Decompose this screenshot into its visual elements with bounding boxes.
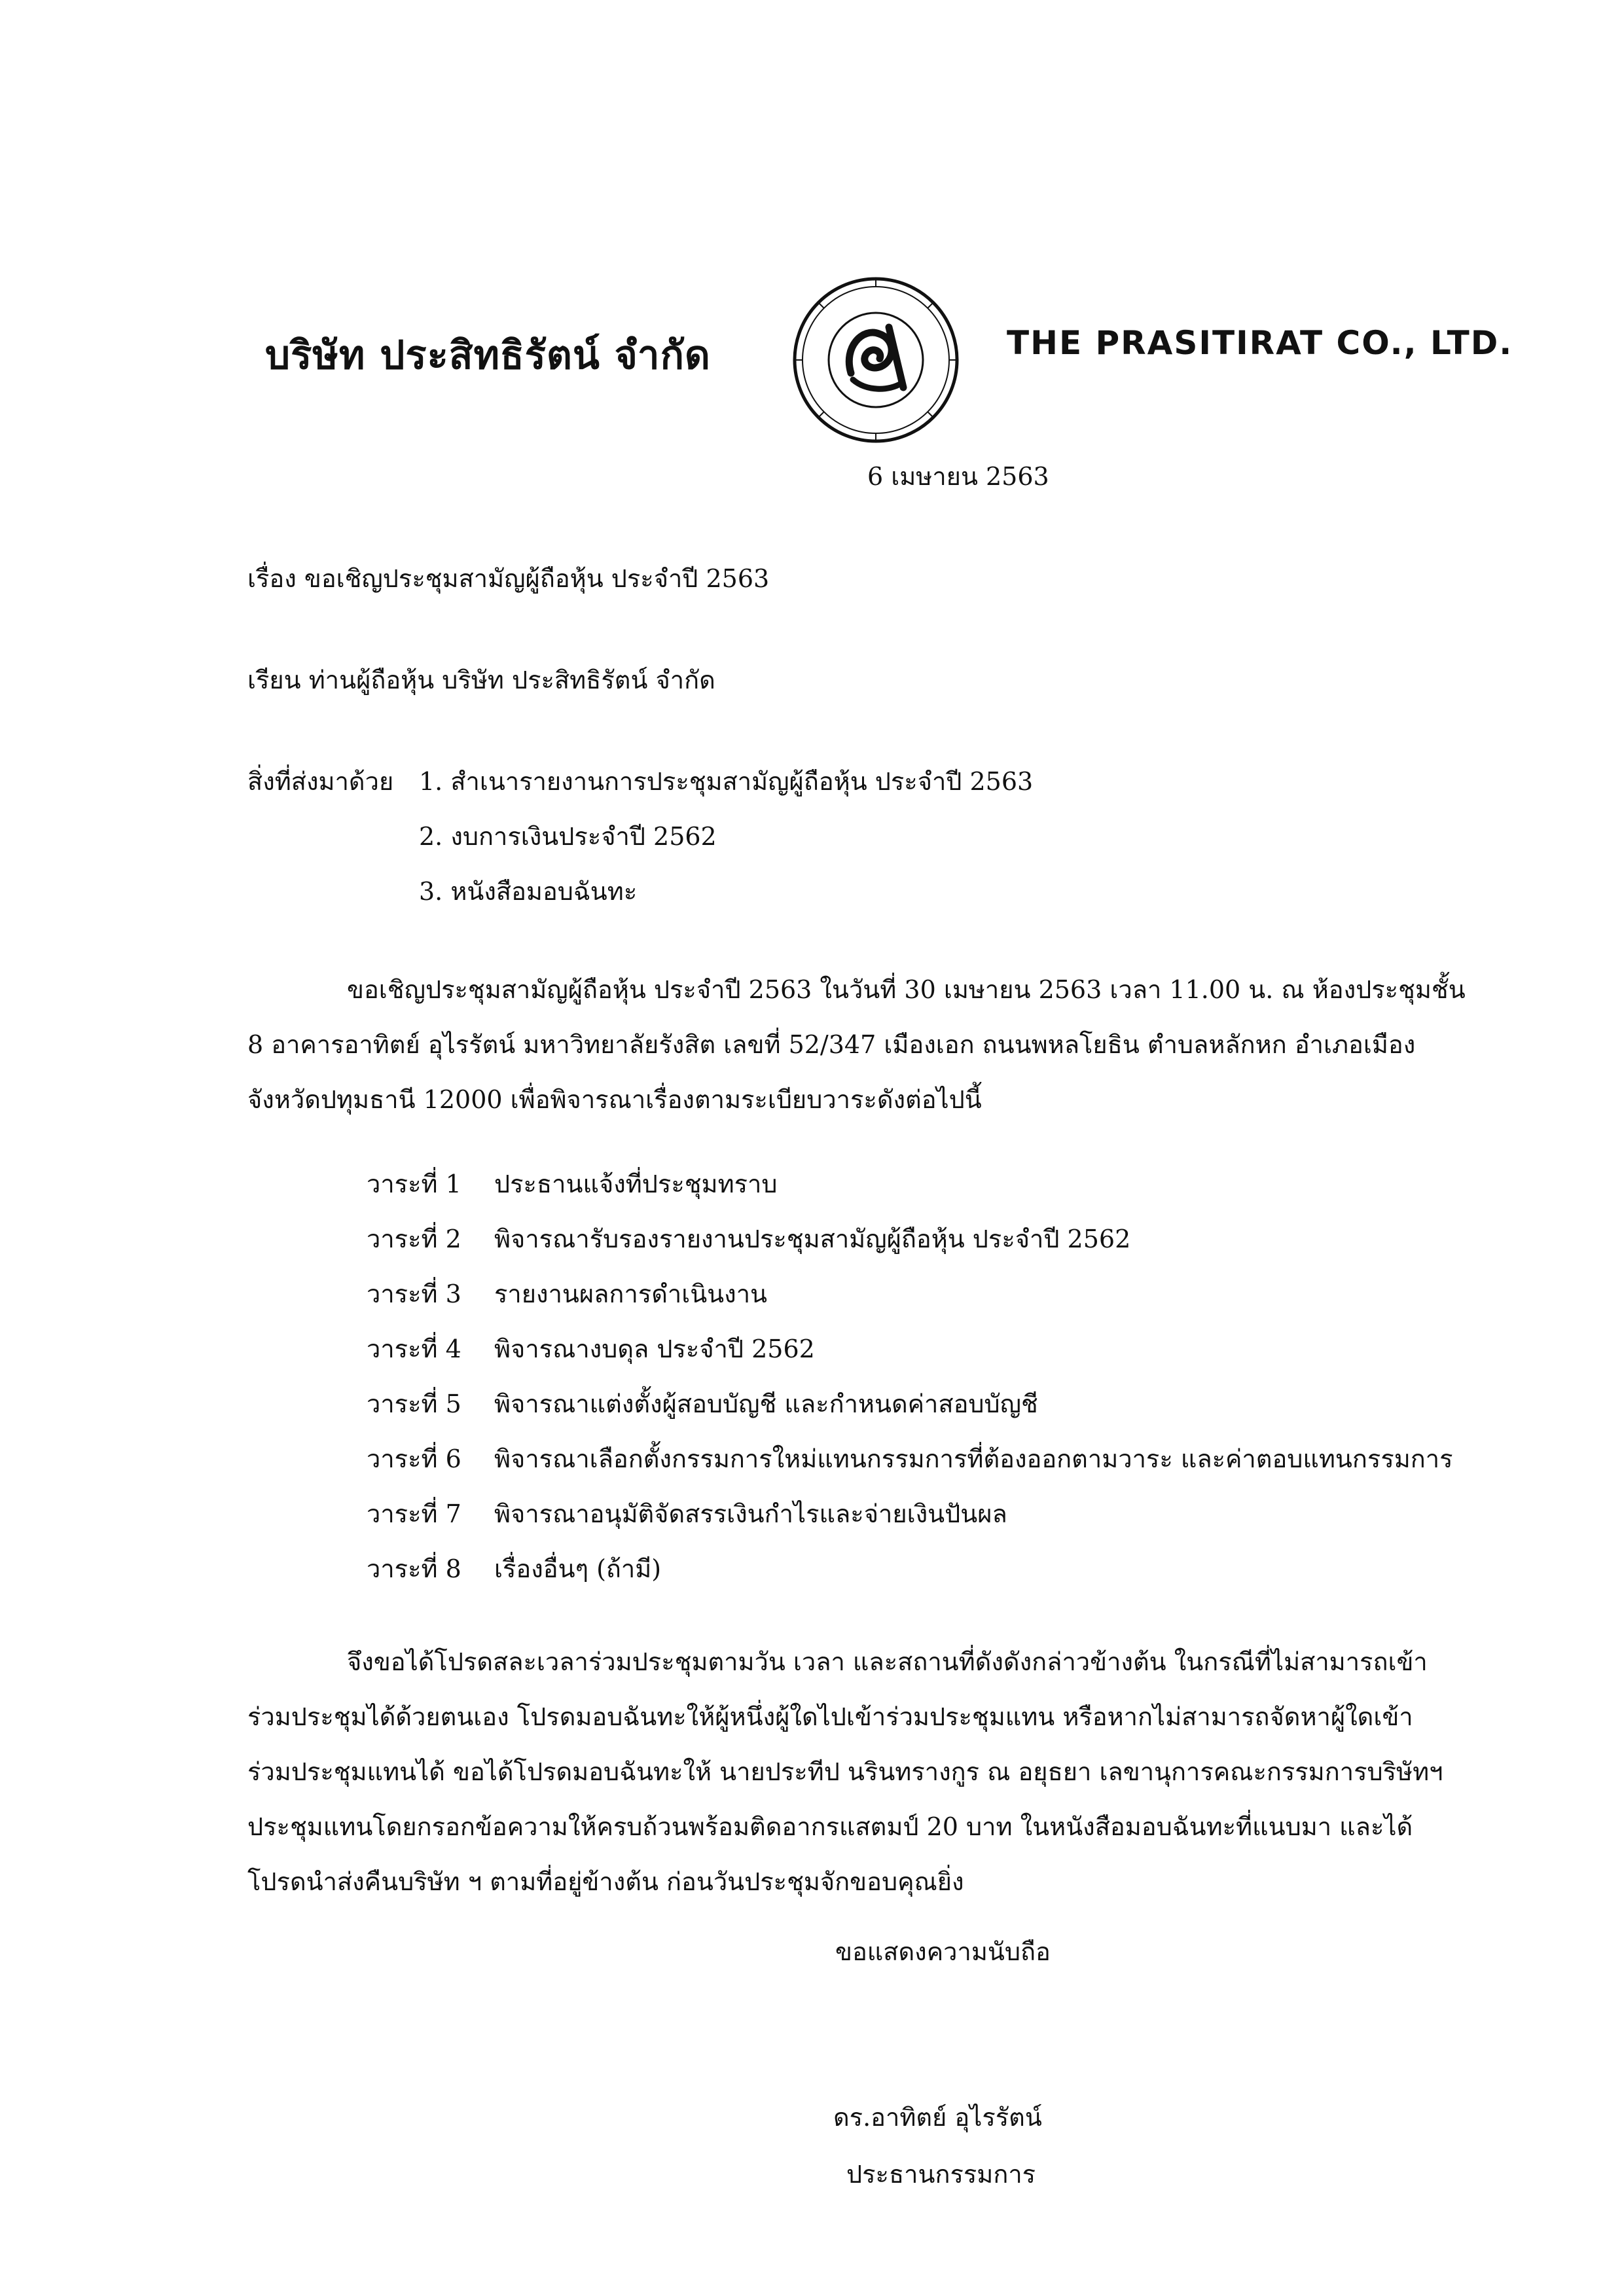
enclosure-item-3: 3. หนังสือมอบฉันทะ — [419, 877, 638, 906]
enclosures-label: สิ่งที่ส่งมาด้วย — [247, 767, 394, 796]
agenda-item — [367, 1384, 1038, 1424]
agenda-number: วาระที่ 3 — [367, 1280, 461, 1308]
enclosure-item-1: 1. สำเนารายงานการประชุมสามัญผู้ถือหุ้น ประจำปี 2563 — [419, 767, 1034, 796]
agenda-item — [367, 1164, 778, 1204]
intro-line: จังหวัดปทุมธานี 12000 เพื่อพิจารณาเรื่องตามระเบียบวาระดังต่อไปนี้ — [247, 1085, 982, 1114]
letter-subject: เรื่อง ขอเชิญประชุมสามัญผู้ถือหุ้น ประจำปี 2563 — [247, 564, 770, 593]
company-name-thai: บริษัท ประสิทธิรัตน์ จำกัด — [265, 332, 711, 378]
intro-line: 8 อาคารอาทิตย์ อุไรรัตน์ มหาวิทยาลัยรังสิต เลขที่ 52/347 เมืองเอก ถนนพหลโยธิน ตำบลหลักหก อำเภอเมือง — [247, 1030, 1416, 1059]
agenda-item — [367, 1494, 1007, 1534]
agenda-number: วาระที่ 8 — [367, 1554, 461, 1583]
seal-logo-icon — [791, 275, 961, 445]
request-paragraph — [247, 1634, 1443, 1909]
request-line: จึงขอได้โปรดสละเวลาร่วมประชุมตามวัน เวลา และสถานที่ดังดังกล่าวข้างต้น ในกรณีที่ไม่สามารถเข้า — [347, 1647, 1428, 1676]
company-seal — [791, 275, 961, 445]
request-line: ประชุมแทนโดยกรอกข้อความให้ครบถ้วนพร้อมติดอากรแสตมป์ 20 บาท ในหนังสือมอบฉันทะที่แนบมา และได้ — [247, 1812, 1413, 1841]
agenda-number: วาระที่ 2 — [367, 1225, 461, 1253]
signer-name: ดร.อาทิตย์ อุไรรัตน์ — [833, 2103, 1042, 2132]
request-line: ร่วมประชุมแทนได้ ขอได้โปรดมอบฉันทะให้ นายประทีป นรินทรางกูร ณ อยุธยา เลขานุการคณะกรรมการบริษัทฯ — [247, 1757, 1443, 1786]
agenda-number: วาระที่ 4 — [367, 1335, 461, 1363]
company-name-english: THE PRASITIRAT CO., LTD. — [1007, 324, 1513, 362]
enclosure-item-2: 2. งบการเงินประจำปี 2562 — [419, 822, 717, 851]
agenda-item — [367, 1329, 815, 1369]
agenda-text: พิจารณาแต่งตั้งผู้สอบบัญชี และกำหนดค่าสอบบัญชี — [494, 1390, 1038, 1418]
agenda-number: วาระที่ 6 — [367, 1444, 461, 1473]
agenda-text: พิจารณาอนุมัติจัดสรรเงินกำไรและจ่ายเงินปันผล — [494, 1499, 1007, 1528]
agenda-text: ประธานแจ้งที่ประชุมทราบ — [494, 1170, 778, 1198]
agenda-number: วาระที่ 1 — [367, 1170, 461, 1198]
agenda-item — [367, 1549, 661, 1588]
agenda-text: พิจารณาเลือกตั้งกรรมการใหม่แทนกรรมการที่ต้องออกตามวาระ และค่าตอบแทนกรรมการ — [494, 1444, 1453, 1473]
agenda-number: วาระที่ 7 — [367, 1499, 461, 1528]
agenda-text: เรื่องอื่นๆ (ถ้ามี) — [494, 1554, 662, 1583]
agenda-item — [367, 1274, 767, 1314]
closing-phrase: ขอแสดงความนับถือ — [835, 1937, 1051, 1966]
agenda-text: พิจารณารับรองรายงานประชุมสามัญผู้ถือหุ้น ประจำปี 2562 — [494, 1225, 1131, 1253]
agenda-item — [367, 1439, 1453, 1479]
agenda-text: พิจารณางบดุล ประจำปี 2562 — [494, 1335, 815, 1363]
intro-line: ขอเชิญประชุมสามัญผู้ถือหุ้น ประจำปี 2563 ในวันที่ 30 เมษายน 2563 เวลา 11.00 น. ณ ห้องประชุมชั้น — [347, 975, 1466, 1004]
request-line: โปรดนำส่งคืนบริษัท ฯ ตามที่อยู่ข้างต้น ก่อนวันประชุมจักขอบคุณยิ่ง — [247, 1867, 964, 1896]
request-line: ร่วมประชุมได้ด้วยตนเอง โปรดมอบฉันทะให้ผู้หนึ่งผู้ใดไปเข้าร่วมประชุมแทน หรือหากไม่สามารถจัดหาผู้ใดเข้า — [247, 1702, 1413, 1731]
letter-salutation: เรียน ท่านผู้ถือหุ้น บริษัท ประสิทธิรัตน์ จำกัด — [247, 666, 715, 694]
agenda-item — [367, 1219, 1130, 1259]
agenda-number: วาระที่ 5 — [367, 1390, 461, 1418]
intro-paragraph — [247, 962, 1466, 1127]
signer-title: ประธานกรรมการ — [846, 2160, 1036, 2189]
agenda-text: รายงานผลการดำเนินงาน — [494, 1280, 768, 1308]
letter-date: 6 เมษายน 2563 — [867, 462, 1049, 491]
